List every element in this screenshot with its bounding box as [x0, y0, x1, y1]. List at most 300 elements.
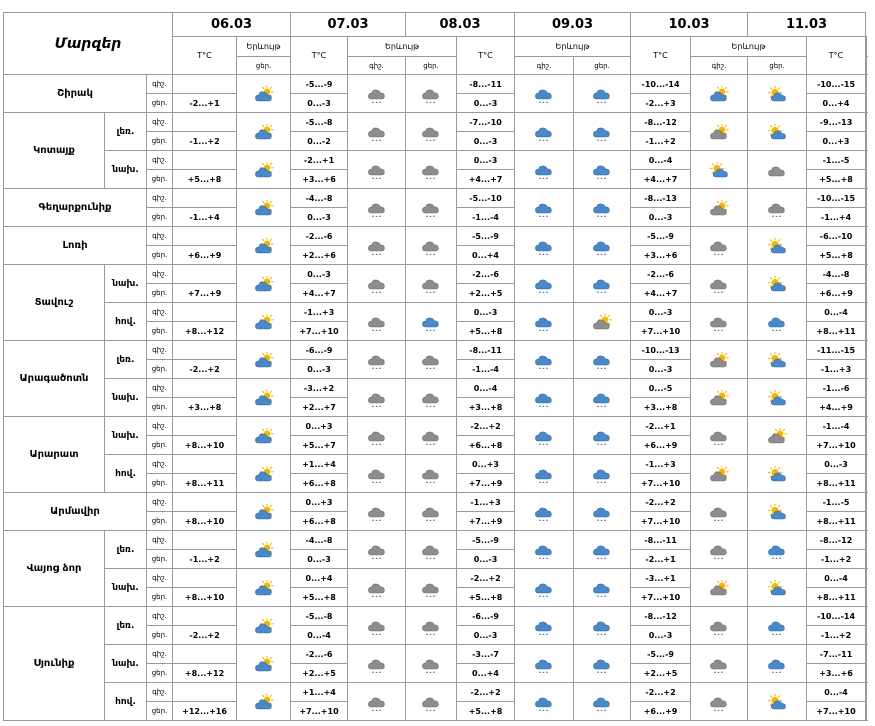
temperature-cell: 0...+3: [457, 455, 515, 474]
weather-column-header: Երևույթ: [237, 37, 291, 57]
forecast-row: [4, 569, 867, 588]
cloud-snow-blue-icon: [591, 238, 613, 255]
weather-column-header: Երևույթ: [348, 37, 457, 57]
temperature-cell: [173, 645, 237, 664]
temperature-cell: -10...-14: [631, 75, 691, 94]
temperature-cell: +5...+8: [173, 170, 237, 189]
cloud-snow-blue-icon: [591, 428, 613, 445]
cloud-snow-grey-icon: [366, 124, 388, 141]
time-of-day-label: ցեր.: [147, 702, 173, 721]
temperature-cell: +7...+9: [457, 512, 515, 531]
temperature-cell: -1...+3: [291, 303, 348, 322]
subregion-name: նախ.: [105, 569, 147, 607]
weather-icon-cell: [748, 303, 807, 341]
temperature-cell: +2...+5: [457, 284, 515, 303]
weather-icon-cell: [237, 607, 291, 645]
cloud-snow-grey-icon: [420, 542, 442, 559]
temperature-cell: +7...+10: [631, 588, 691, 607]
weather-icon-cell: [574, 455, 631, 493]
weather-icon-cell: [515, 531, 574, 569]
temperature-cell: +4...+7: [457, 170, 515, 189]
weather-icon-cell: [574, 683, 631, 721]
cloud-grey-icon: [766, 162, 788, 179]
cloud-snow-blue-icon: [591, 200, 613, 217]
weather-icon-cell: [237, 341, 291, 379]
day-column-header: ցեր.: [574, 57, 631, 75]
temperature-cell: 0...-3: [457, 94, 515, 113]
temp-column-header: T°C: [173, 37, 237, 75]
temperature-cell: +1...+4: [291, 683, 348, 702]
cloud-snow-blue-icon: [533, 580, 555, 597]
weather-icon-cell: [406, 303, 457, 341]
cloud-snow-blue-icon: [591, 276, 613, 293]
day-column-header: ցեր.: [237, 57, 291, 75]
region-name: Սյունիք: [4, 607, 105, 721]
cloud-snow-grey-icon: [366, 694, 388, 711]
subregion-name: հով.: [105, 683, 147, 721]
temperature-cell: +7...+10: [631, 474, 691, 493]
time-of-day-label: գիշ.: [147, 607, 173, 626]
cloud-snow-blue-icon: [533, 542, 555, 559]
date-header: 09.03: [515, 13, 631, 37]
forecast-row: [4, 531, 867, 550]
time-of-day-label: գիշ.: [147, 417, 173, 436]
temperature-cell: 0...-3: [291, 550, 348, 569]
cloud-snow-blue-icon: [533, 124, 555, 141]
cloud-snow-grey-icon: [420, 238, 442, 255]
temperature-cell: -8...-11: [457, 341, 515, 360]
cloud-snow-grey-icon: [420, 466, 442, 483]
temperature-cell: 0...-3: [457, 151, 515, 170]
cloud-snow-blue-icon: [533, 694, 555, 711]
time-of-day-label: ցեր.: [147, 208, 173, 227]
temperature-cell: -8...-12: [807, 531, 866, 550]
forecast-row: [4, 303, 867, 322]
temperature-cell: [173, 683, 237, 702]
weather-icon-cell: [574, 379, 631, 417]
temperature-cell: -2...+2: [457, 683, 515, 702]
weather-icon-cell: [237, 455, 291, 493]
weather-icon-cell: [348, 113, 406, 151]
temperature-cell: -3...+2: [291, 379, 348, 398]
temperature-cell: [173, 569, 237, 588]
cloud-snow-grey-icon: [708, 314, 730, 331]
time-of-day-label: գիշ.: [147, 379, 173, 398]
temperature-cell: 0...-5: [631, 379, 691, 398]
time-of-day-label: գիշ.: [147, 493, 173, 512]
weather-icon-cell: [748, 75, 807, 113]
cloud-snow-blue-icon: [533, 276, 555, 293]
weather-icon-cell: [515, 569, 574, 607]
weather-icon-cell: [748, 683, 807, 721]
time-of-day-label: ցեր.: [147, 436, 173, 455]
weather-icon-cell: [515, 265, 574, 303]
temperature-cell: [173, 341, 237, 360]
temperature-cell: -2...-6: [457, 265, 515, 284]
weather-icon-cell: [406, 493, 457, 531]
weather-icon-cell: [748, 265, 807, 303]
temperature-cell: -5...-10: [457, 189, 515, 208]
cloud-snow-grey-icon: [420, 428, 442, 445]
time-of-day-label: ցեր.: [147, 626, 173, 645]
cloud-snow-blue-icon: [591, 86, 613, 103]
weather-icon-cell: [515, 455, 574, 493]
cloud-snow-grey-icon: [420, 200, 442, 217]
weather-icon-cell: [748, 227, 807, 265]
forecast-row: [4, 607, 867, 626]
temperature-cell: [173, 75, 237, 94]
time-of-day-label: ցեր.: [147, 170, 173, 189]
time-of-day-label: ցեր.: [147, 550, 173, 569]
weather-icon-cell: [574, 75, 631, 113]
region-name: Վայոց ձոր: [4, 531, 105, 607]
cloud-snow-grey-icon: [420, 694, 442, 711]
weather-icon-cell: [515, 151, 574, 189]
cloud-snow-grey-icon: [420, 352, 442, 369]
forecast-row: [4, 645, 867, 664]
temperature-cell: +8...+12: [173, 322, 237, 341]
temp-column-header: T°C: [807, 37, 866, 75]
temperature-cell: -1...-5: [807, 151, 866, 170]
time-of-day-label: գիշ.: [147, 265, 173, 284]
temperature-cell: -1...-5: [807, 493, 866, 512]
region-name: Կոտայք: [4, 113, 105, 189]
time-of-day-label: ցեր.: [147, 398, 173, 417]
cloud-snow-grey-icon: [366, 580, 388, 597]
weather-icon-cell: [515, 75, 574, 113]
weather-icon-cell: [348, 607, 406, 645]
weather-icon-cell: [574, 493, 631, 531]
temperature-cell: [173, 151, 237, 170]
temperature-cell: -1...-4: [807, 417, 866, 436]
temperature-cell: -5...-9: [457, 531, 515, 550]
temperature-cell: -2...+1: [291, 151, 348, 170]
cloud-snow-grey-icon: [366, 162, 388, 179]
weather-icon-cell: [237, 75, 291, 113]
date-header: 07.03: [291, 13, 406, 37]
weather-icon-cell: [515, 227, 574, 265]
weather-icon-cell: [748, 379, 807, 417]
sun-cloud-blue-icon: [766, 390, 788, 407]
weather-icon-cell: [348, 75, 406, 113]
temperature-cell: 0...-4: [807, 683, 866, 702]
date-header: 11.03: [748, 13, 866, 37]
weather-icon-cell: [691, 607, 748, 645]
temp-column-header: T°C: [291, 37, 348, 75]
temperature-cell: 0...-3: [291, 265, 348, 284]
weather-icon-cell: [406, 113, 457, 151]
cloud-sun-blue-icon: [253, 694, 275, 711]
weather-icon-cell: [237, 683, 291, 721]
time-of-day-label: գիշ.: [147, 569, 173, 588]
temperature-cell: -1...+3: [457, 493, 515, 512]
time-of-day-label: ցեր.: [147, 360, 173, 379]
temperature-cell: -10...-14: [807, 607, 866, 626]
temperature-cell: +7...+10: [631, 322, 691, 341]
cloud-snow-grey-icon: [420, 390, 442, 407]
temperature-cell: -8...-11: [457, 75, 515, 94]
temperature-cell: -1...+4: [173, 208, 237, 227]
temperature-cell: -8...-11: [631, 531, 691, 550]
temperature-cell: -6...-9: [291, 341, 348, 360]
weather-icon-cell: [406, 569, 457, 607]
temperature-cell: -5...-8: [291, 607, 348, 626]
temperature-cell: -2...+2: [173, 360, 237, 379]
cloud-snow-grey-icon: [366, 352, 388, 369]
time-of-day-label: ցեր.: [147, 246, 173, 265]
temperature-cell: -1...-4: [457, 208, 515, 227]
weather-icon-cell: [348, 531, 406, 569]
weather-icon-cell: [515, 303, 574, 341]
temperature-cell: 0...-3: [631, 360, 691, 379]
temperature-cell: +6...+9: [631, 436, 691, 455]
temperature-cell: -2...+2: [631, 683, 691, 702]
weather-icon-cell: [348, 417, 406, 455]
temperature-cell: -5...-9: [631, 645, 691, 664]
cloud-snow-blue-icon: [766, 656, 788, 673]
cloud-snow-blue-icon: [591, 466, 613, 483]
temperature-cell: -9...-13: [807, 113, 866, 132]
forecast-row: [4, 265, 867, 284]
cloud-snow-grey-icon: [708, 656, 730, 673]
weather-icon-cell: [748, 607, 807, 645]
region-name: Արմավիր: [4, 493, 147, 531]
cloud-snow-blue-icon: [591, 542, 613, 559]
time-of-day-label: ցեր.: [147, 322, 173, 341]
temperature-cell: +6...+8: [457, 436, 515, 455]
weather-icon-cell: [515, 379, 574, 417]
weather-icon-cell: [406, 189, 457, 227]
temperature-cell: +7...+10: [631, 512, 691, 531]
weather-icon-cell: [406, 455, 457, 493]
weather-icon-cell: [515, 113, 574, 151]
cloud-snow-grey-icon: [708, 618, 730, 635]
temperature-cell: [173, 607, 237, 626]
weather-icon-cell: [515, 417, 574, 455]
forecast-row: [4, 341, 867, 360]
weather-icon-cell: [574, 569, 631, 607]
temperature-cell: +8...+10: [173, 436, 237, 455]
subregion-name: նախ.: [105, 417, 147, 455]
weather-icon-cell: [406, 417, 457, 455]
cloud-sun-grey-icon: [708, 580, 730, 597]
temperature-cell: 0...-3: [807, 455, 866, 474]
weather-icon-cell: [237, 303, 291, 341]
cloud-snow-grey-icon: [366, 276, 388, 293]
cloud-snow-grey-icon: [708, 694, 730, 711]
cloud-snow-blue-icon: [766, 618, 788, 635]
temperature-cell: 0...+4: [291, 569, 348, 588]
cloud-snow-blue-icon: [533, 390, 555, 407]
cloud-snow-blue-icon: [420, 314, 442, 331]
cloud-snow-grey-icon: [420, 618, 442, 635]
temperature-cell: -1...+2: [173, 550, 237, 569]
forecast-row: [4, 75, 867, 94]
subregion-name: լեռ.: [105, 341, 147, 379]
cloud-snow-blue-icon: [533, 352, 555, 369]
temperature-cell: +8...+11: [173, 474, 237, 493]
cloud-sun-grey-icon: [708, 352, 730, 369]
weather-icon-cell: [237, 569, 291, 607]
cloud-snow-grey-icon: [420, 504, 442, 521]
region-name: Տավուշ: [4, 265, 105, 341]
cloud-sun-blue-icon: [253, 580, 275, 597]
temperature-cell: 0...-2: [291, 132, 348, 151]
weather-icon-cell: [691, 531, 748, 569]
weather-icon-cell: [515, 645, 574, 683]
weather-icon-cell: [574, 531, 631, 569]
weather-icon-cell: [748, 189, 807, 227]
weather-icon-cell: [748, 493, 807, 531]
cloud-snow-grey-icon: [420, 86, 442, 103]
weather-icon-cell: [574, 265, 631, 303]
forecast-row: [4, 417, 867, 436]
temperature-cell: 0...+4: [457, 246, 515, 265]
cloud-snow-blue-icon: [533, 162, 555, 179]
temperature-cell: -2...-6: [291, 645, 348, 664]
weather-icon-cell: [574, 189, 631, 227]
cloud-snow-blue-icon: [591, 162, 613, 179]
sun-cloud-blue-icon: [766, 238, 788, 255]
cloud-sun-blue-icon: [708, 86, 730, 103]
date-header: 08.03: [406, 13, 515, 37]
weather-icon-cell: [691, 113, 748, 151]
time-of-day-label: գիշ.: [147, 341, 173, 360]
temperature-cell: +3...+6: [631, 246, 691, 265]
cloud-snow-grey-icon: [420, 124, 442, 141]
temperature-cell: +12...+16: [173, 702, 237, 721]
cloud-sun-blue-icon: [253, 428, 275, 445]
weather-icon-cell: [748, 417, 807, 455]
temperature-cell: -2...+1: [173, 94, 237, 113]
cloud-sun-blue-icon: [253, 618, 275, 635]
weather-icon-cell: [237, 151, 291, 189]
weather-icon-cell: [691, 189, 748, 227]
temperature-cell: [173, 455, 237, 474]
cloud-snow-grey-icon: [708, 542, 730, 559]
cloud-sun-blue-icon: [253, 656, 275, 673]
cloud-sun-blue-icon: [253, 200, 275, 217]
temperature-cell: -2...+2: [457, 569, 515, 588]
temperature-cell: [173, 303, 237, 322]
cloud-snow-blue-icon: [591, 124, 613, 141]
temperature-cell: -1...-4: [457, 360, 515, 379]
weather-icon-cell: [691, 417, 748, 455]
cloud-snow-grey-icon: [708, 504, 730, 521]
date-header: 10.03: [631, 13, 748, 37]
temperature-cell: [173, 227, 237, 246]
temperature-cell: +2...+5: [291, 664, 348, 683]
cloud-snow-blue-icon: [591, 390, 613, 407]
weather-icon-cell: [515, 683, 574, 721]
time-of-day-label: ցեր.: [147, 284, 173, 303]
weather-icon-cell: [406, 607, 457, 645]
weather-icon-cell: [406, 683, 457, 721]
weather-icon-cell: [515, 341, 574, 379]
cloud-snow-blue-icon: [533, 618, 555, 635]
cloud-snow-grey-icon: [366, 618, 388, 635]
cloud-snow-grey-icon: [366, 390, 388, 407]
temperature-cell: +5...+8: [807, 246, 866, 265]
temperature-cell: -1...+4: [807, 208, 866, 227]
temperature-cell: -11...-15: [807, 341, 866, 360]
time-of-day-label: ցեր.: [147, 474, 173, 493]
temperature-cell: +7...+10: [291, 322, 348, 341]
weather-icon-cell: [748, 569, 807, 607]
weather-icon-cell: [515, 189, 574, 227]
temperature-cell: +8...+12: [173, 664, 237, 683]
weather-icon-cell: [748, 645, 807, 683]
temperature-cell: +5...+7: [291, 436, 348, 455]
subregion-name: լեռ.: [105, 531, 147, 569]
subregion-name: նախ.: [105, 151, 147, 189]
weather-icon-cell: [237, 189, 291, 227]
temperature-cell: 0...-3: [631, 303, 691, 322]
weather-icon-cell: [691, 265, 748, 303]
weather-icon-cell: [691, 569, 748, 607]
temperature-cell: +2...+5: [631, 664, 691, 683]
weather-icon-cell: [406, 531, 457, 569]
cloud-sun-blue-icon: [253, 86, 275, 103]
temp-column-header: T°C: [631, 37, 691, 75]
region-name: Լոռի: [4, 227, 147, 265]
time-of-day-label: գիշ.: [147, 227, 173, 246]
forecast-row: [4, 493, 867, 512]
cloud-snow-grey-icon: [708, 276, 730, 293]
weather-icon-cell: [348, 189, 406, 227]
weather-column-header: Երևույթ: [691, 37, 807, 57]
temperature-cell: -1...+2: [631, 132, 691, 151]
temperature-cell: +5...+8: [457, 702, 515, 721]
temperature-cell: 0...+4: [457, 664, 515, 683]
temperature-cell: +6...+8: [291, 512, 348, 531]
subregion-name: լեռ.: [105, 607, 147, 645]
temperature-cell: [173, 417, 237, 436]
regions-header: Մարզեր: [4, 13, 173, 75]
weather-icon-cell: [406, 151, 457, 189]
temperature-cell: [173, 531, 237, 550]
weather-icon-cell: [237, 265, 291, 303]
forecast-row: [4, 227, 867, 246]
subregion-name: լեռ.: [105, 113, 147, 151]
temperature-cell: +6...+9: [173, 246, 237, 265]
cloud-snow-grey-icon: [708, 428, 730, 445]
time-of-day-label: ցեր.: [147, 664, 173, 683]
time-of-day-label: ցեր.: [147, 132, 173, 151]
cloud-sun-grey-icon: [708, 124, 730, 141]
sun-cloud-blue-icon: [766, 124, 788, 141]
temperature-cell: -5...-9: [631, 227, 691, 246]
temperature-cell: -1...+2: [807, 550, 866, 569]
cloud-snow-blue-icon: [533, 466, 555, 483]
day-column-header: ցեր.: [406, 57, 457, 75]
weather-icon-cell: [237, 379, 291, 417]
day-column-header: ցեր.: [748, 57, 807, 75]
temperature-cell: -1...+3: [807, 360, 866, 379]
time-of-day-label: գիշ.: [147, 151, 173, 170]
temperature-cell: -10...-15: [807, 189, 866, 208]
temperature-cell: 0...-4: [631, 151, 691, 170]
temperature-cell: -2...-6: [631, 265, 691, 284]
time-of-day-label: գիշ.: [147, 75, 173, 94]
sun-cloud-blue-icon: [766, 504, 788, 521]
cloud-snow-blue-icon: [591, 504, 613, 521]
temperature-cell: +7...+10: [291, 702, 348, 721]
temperature-cell: +7...+9: [457, 474, 515, 493]
temperature-cell: +3...+6: [291, 170, 348, 189]
forecast-table: [3, 12, 867, 721]
temperature-cell: +2...+7: [291, 398, 348, 417]
